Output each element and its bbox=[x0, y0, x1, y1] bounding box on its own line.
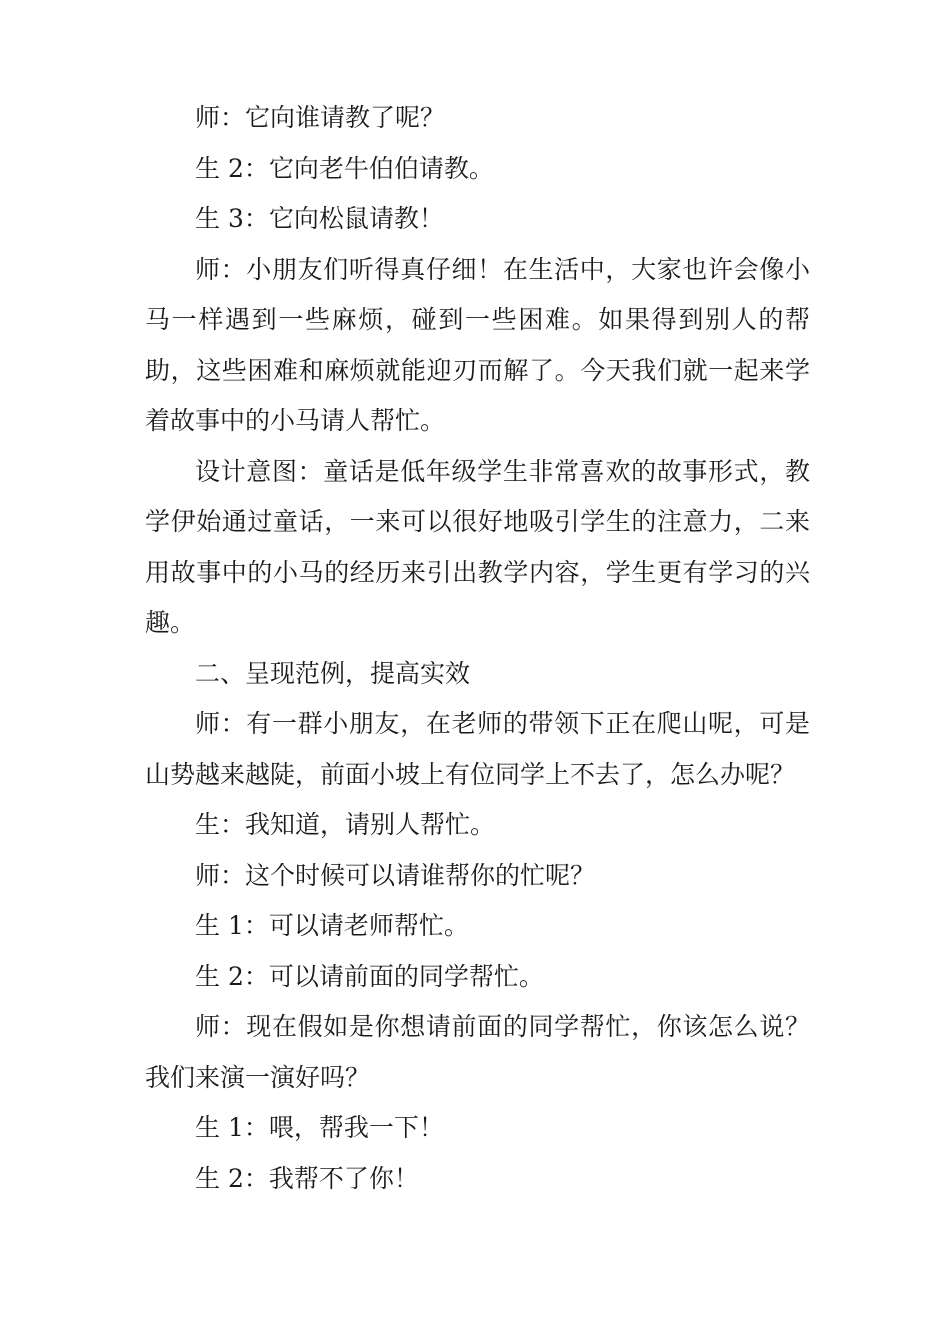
paragraph-teacher-question: 师：它向谁请教了呢？ bbox=[195, 103, 446, 132]
paragraph-student1-roleplay: 生 1：喂，帮我一下！ bbox=[195, 1113, 444, 1142]
paragraph-student2-option: 生 2：可以请前面的同学帮忙。 bbox=[195, 961, 544, 991]
paragraph-student3-answer: 生 3：它向松鼠请教！ bbox=[195, 204, 444, 233]
document-body bbox=[145, 93, 810, 1204]
section-heading-2: 二、呈现范例，提高实效 bbox=[195, 658, 471, 688]
paragraph-teacher-scenario: 师：有一群小朋友，在老师的带领下正在爬山呢，可是山势越来越陡，前面小坡上有位同学上不去了，怎么办呢？ bbox=[145, 709, 810, 789]
paragraph-student-reply: 生：我知道，请别人帮忙。 bbox=[195, 810, 496, 839]
paragraph-teacher-followup: 师：这个时候可以请谁帮你的忙呢？ bbox=[195, 860, 596, 890]
paragraph-student1-option: 生 1：可以请老师帮忙。 bbox=[195, 911, 469, 940]
paragraph-student2-roleplay: 生 2：我帮不了你！ bbox=[195, 1163, 419, 1193]
paragraph-design-intent: 设计意图：童话是低年级学生非常喜欢的故事形式，教学伊始通过童话，一来可以很好地吸引学生的注意力，二来用故事中的小马的经历来引出教学内容，学生更有学习的兴趣。 bbox=[145, 456, 810, 637]
paragraph-teacher-intro: 师：小朋友们听得真仔细！在生活中，大家也许会像小马一样遇到一些麻烦，碰到一些困难。如果得到别人的帮助，这些困难和麻烦就能迎刃而解了。今天我们就一起来学着故事中的小马请人帮忙。 bbox=[145, 254, 810, 435]
paragraph-student2-answer: 生 2：它向老牛伯伯请教。 bbox=[195, 153, 494, 183]
paragraph-teacher-roleplay: 师：现在假如是你想请前面的同学帮忙，你该怎么说？我们来演一演好吗？ bbox=[145, 1012, 810, 1092]
